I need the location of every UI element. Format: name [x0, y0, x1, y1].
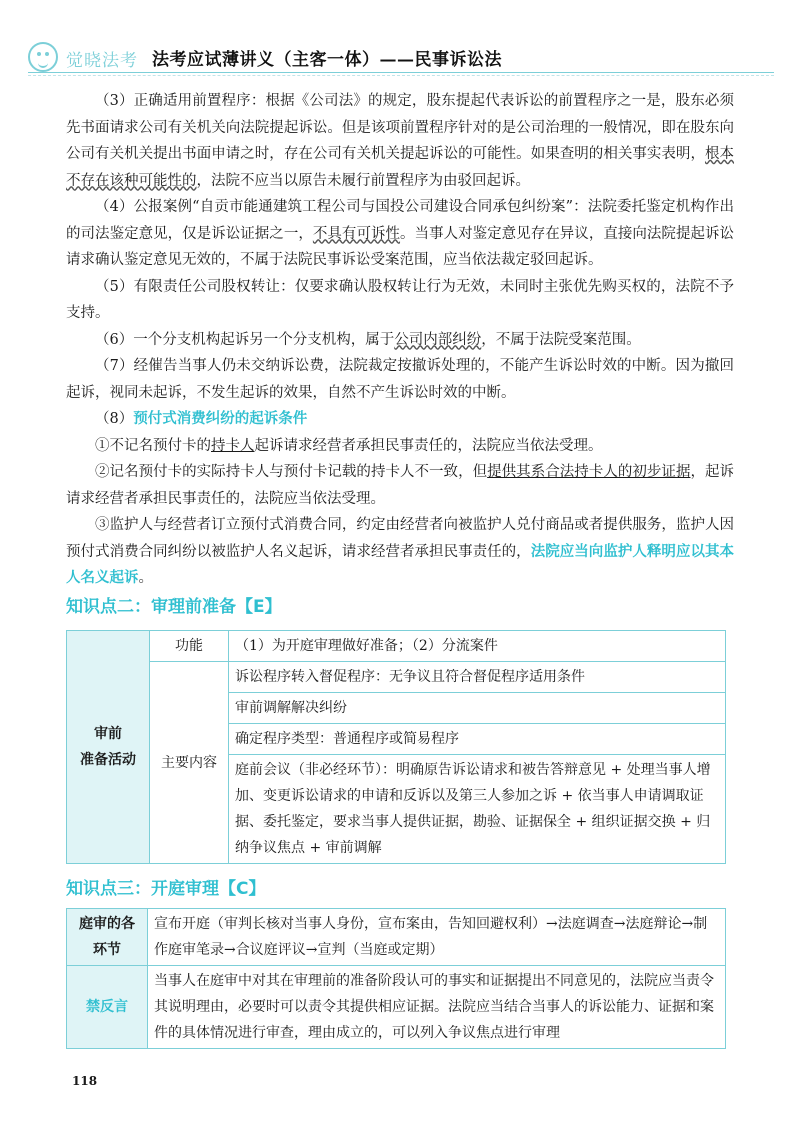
estoppel-label: 禁反言: [67, 966, 148, 1049]
paragraph-3: （3）正确适用前置程序：根据《公司法》的规定，股东提起代表诉讼的前置程序之一是，股东必须先书面请求公司有关机关向法院提起诉讼。但是该项前置程序针对的是公司治理的一般情况，即在股东向公司有关机关提出书面申请之时，存在公司有关机关提起诉讼的可能性。如果查明的相关事实表明，根本不存在该种可能性的，法院不应当以原告未履行前置程序为由驳回起诉。: [66, 93, 735, 189]
pretrial-label: 审前 准备活动: [67, 631, 150, 864]
table-row: 庭前会议（非必经环节）：明确原告诉讼请求和被告答辩意见 + 处理当事人增加、变更诉讼请求的申请和反诉以及第三人参加之诉 + 依当事人申请调取证据、委托鉴定，要求当事人提供证据，勘验、证据保全 + 组织证据交换 + 归纳争议焦点 + 审前调解: [229, 755, 726, 864]
paragraph-5: （5）有限责任公司股权转让：仅要求确认股权转让行为无效，未同时主张优先购买权的，法院不予支持。: [66, 278, 734, 321]
header-divider: [28, 72, 774, 73]
underlined-text: 公司内部纠纷: [394, 331, 482, 348]
table-row: 确定程序类型：普通程序或简易程序: [229, 724, 726, 755]
underlined-text: 提供其系合法持卡人的初步证据: [487, 464, 691, 480]
function-text: （1）为开庭审理做好准备；（2）分流案件: [229, 631, 726, 662]
highlight-text: 法院应当向监护人释明应以其本人名义起诉: [66, 542, 735, 586]
body-text: [66, 88, 734, 592]
paragraph-8-2: ②记名预付卡的实际持卡人与预付卡记载的持卡人不一致，但提供其系合法持卡人的初步证据，起诉请求经营者承担民事责任的，法院应当依法受理。: [66, 464, 735, 507]
header-divider-dashed: [28, 75, 774, 76]
underlined-text: 根本不存在该种可能性的: [66, 146, 735, 189]
paragraph-8-3: ③监护人与经营者订立预付式消费合同，约定由经营者向被监护人兑付商品或者提供服务，监护人因预付式消费合同纠纷以被监护人名义起诉，请求经营者承担民事责任的，法院应当向监护人释明应以其本人名义起诉。: [66, 517, 735, 586]
paragraph-6: （6）一个分支机构起诉另一个分支机构，属于公司内部纠纷，不属于法院受案范围。: [95, 331, 641, 348]
paragraph-4: （4）公报案例“自贡市能通建筑工程公司与国投公司建设合同承包纠纷案”：法院委托鉴定机构作出的司法鉴定意见，仅是诉讼证据之一，不具有可诉性。当事人对鉴定意见存在异议，直接向法院提起诉讼请求确认鉴定意见无效的，不属于法院民事诉讼受案范围，应当依法裁定驳回起诉。: [66, 199, 735, 268]
section-title-2: 知识点二：审理前准备【E】: [66, 597, 282, 617]
trial-table: [66, 908, 726, 1049]
underlined-text: 持卡人: [211, 437, 255, 454]
brand-logo-icon: [28, 42, 58, 72]
paragraph-8-1: ①不记名预付卡的持卡人起诉请求经营者承担民事责任的，法院应当依法受理。: [95, 437, 603, 454]
page-header: [0, 0, 800, 78]
page-number: 118: [72, 1074, 98, 1088]
trial-steps-label: 庭审的各 环节: [67, 909, 148, 966]
table-row: 审前调解解决纠纷: [229, 693, 726, 724]
highlight-text: 预付式消费纠纷的起诉条件: [133, 410, 308, 427]
book-title: 法考应试薄讲义（主客一体）——民事诉讼法: [152, 50, 502, 70]
pretrial-table: [66, 630, 726, 864]
paragraph-8: （8）预付式消费纠纷的起诉条件: [95, 410, 308, 427]
main-content-label: 主要内容: [150, 662, 229, 864]
underlined-text: 不具有可诉性: [312, 225, 401, 242]
estoppel-text: 当事人在庭审中对其在审理前的准备阶段认可的事实和证据提出不同意见的，法院应当责令其说明理由，必要时可以责令其提供相应证据。法院应当结合当事人的诉讼能力、证据和案件的具体情况进行审查，理由成立的，可以列入争议焦点进行审理: [148, 966, 726, 1049]
trial-steps-text: 宣布开庭（审判长核对当事人身份，宣布案由，告知回避权利）→法庭调查→法庭辩论→制作庭审笔录→合议庭评议→宣判（当庭或定期）: [148, 909, 726, 966]
function-label: 功能: [150, 631, 229, 662]
paragraph-7: （7）经催告当事人仍未交纳诉讼费，法院裁定按撤诉处理的，不能产生诉讼时效的中断。因为撤回起诉，视同未起诉，不发生起诉的效果，自然不产生诉讼时效的中断。: [66, 358, 734, 401]
table-row: 诉讼程序转入督促程序：无争议且符合督促程序适用条件: [229, 662, 726, 693]
brand-name: 觉晓法考: [66, 51, 138, 71]
section-title-3: 知识点三：开庭审理【C】: [66, 879, 266, 899]
